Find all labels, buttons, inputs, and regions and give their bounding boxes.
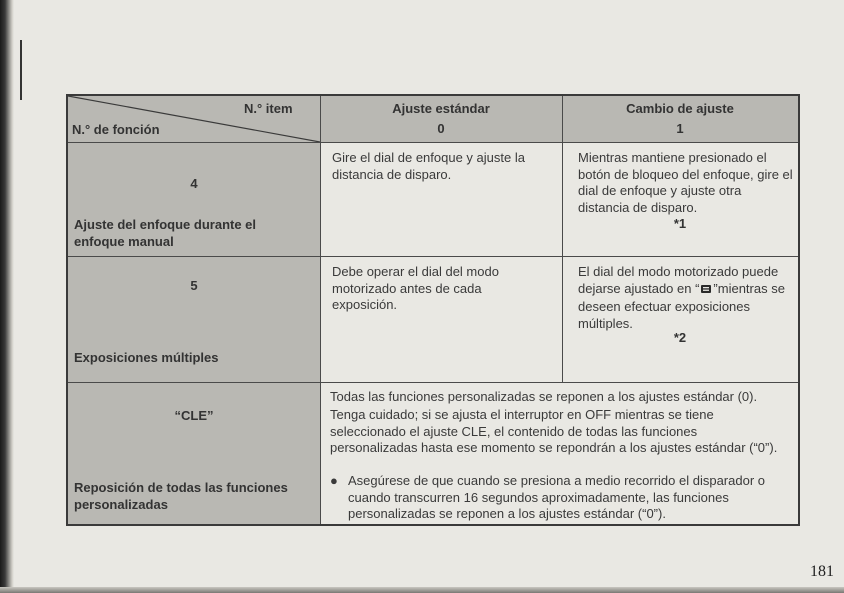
row-cle-paragraph-1: Todas las funciones personalizadas se reponen a los ajustes estándar (0). (330, 389, 758, 404)
function-name-column (68, 142, 320, 524)
custom-functions-table (66, 94, 800, 526)
row-4-standard-text: Gire el dial de enfoque y ajuste la distancia de disparo. (332, 150, 525, 182)
row-cle-bullet (330, 473, 794, 523)
header-divider (68, 142, 798, 143)
row-5-number: 5 (190, 278, 198, 293)
row-4-function-name: Ajuste del enfoque durante el enfoque manual (74, 217, 257, 249)
column-divider-1 (320, 96, 321, 524)
row-cle-number: “CLE” (174, 408, 214, 423)
row-4-number: 4 (190, 176, 198, 191)
row-5-standard-text: Debe operar el dial del modo motorizado antes de cada exposición. (332, 264, 499, 312)
corner-function-label: N.° de fonción (72, 122, 160, 137)
row-4-note: *1 (673, 216, 687, 231)
change-setting-value: 1 (676, 121, 684, 136)
binding-mark (20, 40, 22, 100)
corner-item-label: N.° item (244, 101, 293, 116)
row-5-note: *2 (673, 330, 687, 345)
row-cle-bullet-text: Asegúrese de que cuando se presiona a medio recorrido el disparador o cuando transcurren 16 segundos aproximadamente, las funciones personalizadas se reponen a los ajustes estándar (“0”). (348, 473, 765, 521)
page-number: 181 (810, 563, 834, 580)
row-cle-function-name: Reposición de todas las funciones personalizadas (74, 480, 288, 512)
row-5-function-name: Exposiciones múltiples (74, 350, 219, 365)
multiple-exposure-icon (700, 283, 712, 300)
row-4-change-text: Mientras mantiene presionado el botón de bloqueo del enfoque, gire el dial de enfoque y ajuste otra distancia de disparo. (578, 150, 793, 215)
row-5-change-text-before: El dial del modo motorizado puede dejarse ajustado en “ (578, 264, 779, 296)
standard-setting-value: 0 (437, 121, 445, 136)
row-divider-2 (68, 382, 798, 383)
row-cle-paragraph-2: Tenga cuidado; si se ajusta el interruptor en OFF mientras se tiene seleccionado el ajuste CLE, el contenido de todas las funciones personalizadas hasta ese momento se repondrán a los ajustes estándar (“0”). (330, 407, 778, 455)
book-binding-shadow (0, 0, 14, 593)
standard-setting-header: Ajuste estándar (392, 101, 490, 116)
page-bottom-shadow (0, 587, 844, 593)
change-setting-header: Cambio de ajuste (626, 101, 734, 116)
row-5-change-text-after: ”mientras se deseen efectuar exposiciones múltiples. (578, 280, 785, 331)
bullet-icon: ● (330, 473, 338, 488)
row-divider-1 (68, 256, 798, 257)
row-5-change-text (578, 264, 796, 332)
